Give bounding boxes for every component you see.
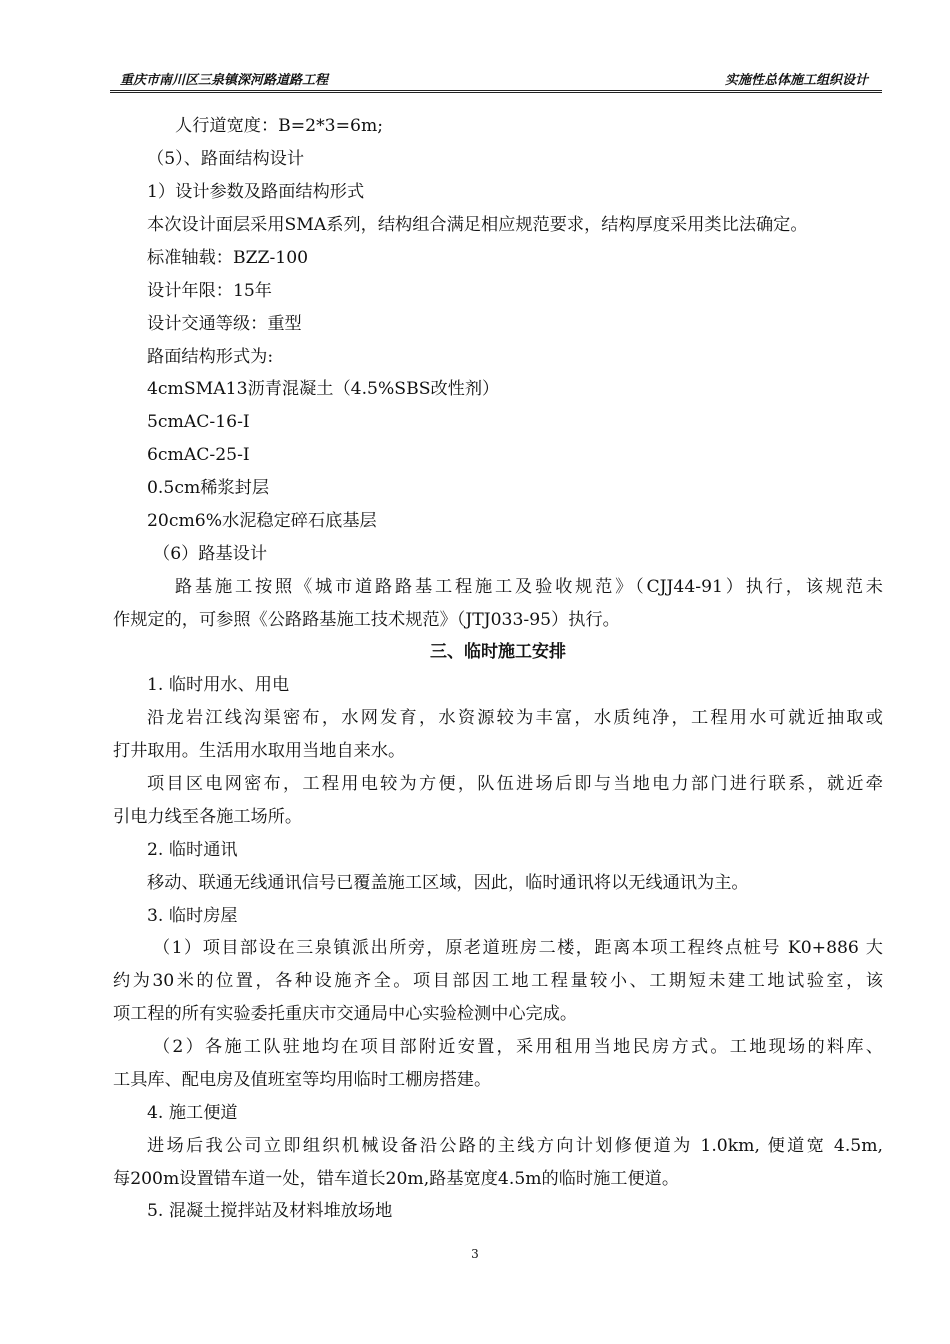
paragraph-line: 1）设计参数及路面结构形式 [147,182,365,202]
paragraph-line: 作规定的，可参照《公路路基施工技术规范》（JTJ033-95）执行。 [113,610,620,630]
page-header [110,66,882,93]
subsection-heading: 2. 临时通讯 [147,840,238,860]
paragraph-line: 每200m设置错车道一处，错车道长20m,路基宽度4.5m的临时施工便道。 [113,1169,680,1189]
paragraph-line: 移动、联通无线通讯信号已覆盖施工区域，因此，临时通讯将以无线通讯为主。 [147,873,749,893]
subsection-heading: （6）路基设计 [153,544,268,564]
page-number: 3 [471,1247,479,1261]
subsection-heading: 3. 临时房屋 [147,906,238,926]
subsection-heading: （5）、路面结构设计 [147,149,305,169]
paragraph-line: 进场后我公司立即组织机械设备沿公路的主线方向计划修便道为 1.0km, 便道宽 4.5m, [147,1136,883,1156]
paragraph-line: 0.5cm稀浆封层 [147,478,270,498]
paragraph-line: （2）各施工队驻地均在项目部附近安置，采用租用当地民房方式。工地现场的料库、 [153,1037,883,1057]
subsection-heading: 5. 混凝土搅拌站及材料堆放场地 [147,1201,393,1221]
paragraph-line: 设计交通等级：重型 [147,314,302,334]
paragraph-line: 4cmSMA13沥青混凝土（4.5%SBS改性剂） [147,379,500,399]
paragraph-line: （1）项目部设在三泉镇派出所旁，原老道班房二楼，距离本项工程终点桩号 K0+886 大 [153,938,883,958]
paragraph-line: 人行道宽度：B=2*3=6m; [175,116,384,136]
paragraph-line: 项目区电网密布，工程用电较为方便，队伍进场后即与当地电力部门进行联系，就近牵 [147,774,883,794]
paragraph-line: 沿龙岩江线沟渠密布，水网发育，水资源较为丰富，水质纯净，工程用水可就近抽取或 [147,708,883,728]
paragraph-line: 设计年限：15年 [147,281,272,301]
paragraph-line: 标准轴载：BZZ-100 [147,248,309,268]
paragraph-line: 6cmAC-25-I [147,445,250,465]
subsection-heading: 4. 施工便道 [147,1103,238,1123]
paragraph-line: 约为30米的位置，各种设施齐全。项目部因工地工程量较小、工期短未建工地试验室，该 [113,971,883,991]
paragraph-line: 路面结构形式为: [147,347,274,367]
header-project-title: 重庆市南川区三泉镇深河路道路工程 [120,73,329,88]
subsection-heading: 1. 临时用水、用电 [147,675,290,695]
section-title: 三、临时施工安排 [430,642,566,662]
paragraph-line: 5cmAC-16-I [147,412,250,432]
paragraph-line: 工具库、配电房及值班室等均用临时工棚房搭建。 [113,1070,492,1090]
header-doc-title: 实施性总体施工组织设计 [724,73,868,88]
paragraph-line: 引电力线至各施工场所。 [113,807,303,827]
paragraph-line: 项工程的所有实验委托重庆市交通局中心实验检测中心完成。 [113,1004,578,1024]
paragraph-line: 20cm6%水泥稳定碎石底基层 [147,511,377,531]
paragraph-line: 打井取用。生活用水取用当地自来水。 [113,741,406,761]
paragraph-line: 路基施工按照《城市道路路基工程施工及验收规范》（CJJ44-91）执行，该规范未 [175,577,883,597]
paragraph-line: 本次设计面层采用SMA系列，结构组合满足相应规范要求，结构厚度采用类比法确定。 [147,215,808,235]
